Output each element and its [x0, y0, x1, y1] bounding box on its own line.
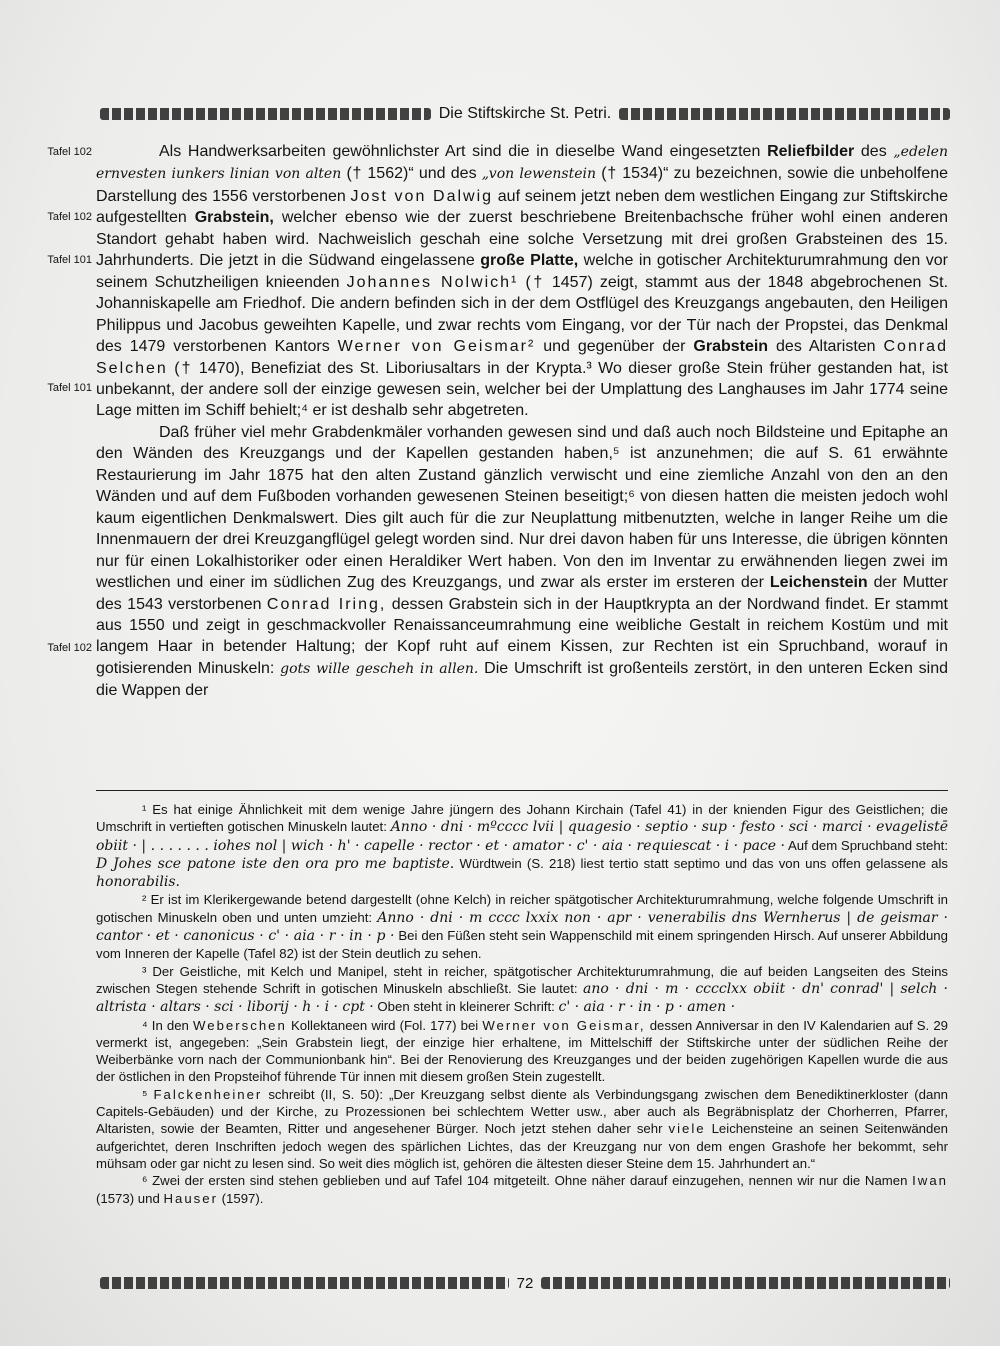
spaced-name: Werner von Geismar,: [482, 1017, 646, 1033]
header-ornament-right: [619, 108, 950, 120]
spaced-name: Falckenheiner: [153, 1086, 263, 1102]
blackletter-quote: Anno · dni · m cccc lxxix non · apr · venerabilis dns Wernherus | de geismar · cantor · et · canonicus · c' · aia · r · in · p ·: [96, 909, 949, 945]
paragraph-2: Daß früher viel mehr Grabdenkmäler vorhanden gewesen sind und daß auch noch Bildsteine und Epitaphe an den Wänden des Kreuzgangs und der Kapellen gestanden haben,⁵ ist anzunehmen; die auf S. 61 erwähnte Restaurierung im Jahr 1875 hat den alten Zustand gänzlich verwischt und eine ziemliche Anzahl von den an den Wänden und auf dem Fußboden vorhanden gewesenen Steinen beseitigt;⁶ von diesen hatten die meisten jedoch wohl kaum eigentlichen Denkmalswert. Dies gilt auch für die zur Neuplattung mitbenutzten, welche in langer Reihe um die Innenmauern der drei Kreuzgangflügel gelegt worden sind. Nur drei davon haben für uns Interesse, die übrigen könnten nur für einen Lokalhistoriker oder einen Heraldiker Wert haben. Von den im Inventar zu erwähnenden liegen zwei im westlichen und einer im südlichen Zug des Kreuzgangs, und zwar als erster im ersteren der Leichenstein der Mutter des 1543 verstorbenen Conrad Iring, dessen Grabstein sich in der Hauptkrypta an der Nordwand findet. Er stammt aus 1550 und zeigt in geschmackvoller Renaissanceumrahmung eine weibliche Gestalt in reichem Kostüm und mit langem Haar in betender Haltung; der Kopf ruht auf einem Kissen, zur Rechten ist ein Spruchband, worauf in gotisierenden Minuskeln: gots wille gescheh in allen. Die Umschrift ist großenteils zerstört, in den unteren Ecken sind die Wappen der: [96, 423, 949, 700]
blackletter-quote: c' · aia · r · in · p · amen ·: [558, 999, 736, 1016]
bold-term: große Platte,: [480, 252, 579, 270]
footnote-4: ⁴ In den Weberschen Kollektaneen wird (Fol. 177) bei Werner von Geismar, dessen Anniversar in den IV Kalendarien auf S. 29 vermerkt ist, angegeben: „Sein Grabstein liegt, der einzige hier erhaltene, im Mittelschiff der Stiftskirche unter der südlichen Reihe der Weiberbänke vorn nach der Communionbank hin“. Bei der Renovierung des Kreuzganges und der beiden zugehörigen Kapellen wurde die aus der östlichen in den Propsteihof führende Tür innen mit diesem großen Stein zugestellt.: [96, 1017, 949, 1085]
margin-note: Tafel 102: [47, 211, 92, 223]
bold-term: Grabstein: [693, 338, 769, 356]
margin-note: Tafel 101: [47, 382, 92, 394]
spaced-name: Johannes Nolwich¹: [346, 273, 519, 291]
main-text: [96, 141, 948, 702]
footnote-1: ¹ Es hat einige Ähnlichkeit mit dem wenige Jahre jüngern des Johann Kirchain (Tafel 41) in der knienden Figur des Geistlichen; die Umschrift in vertieften gotischen Minuskeln lautet: Anno · dni · mºcccc lvii | quagesio · septio · sup · festo · sci · marci · evagelistē obiit · | . . . . . . . iohes nol | wich · h' · capelle · rector · et · amator · c' · aia · requiescat · i · pace · Auf dem Spruchband steht: D Johes sce patone iste den ora pro me baptiste. Würdtwein (S. 218) liest tertio statt septimo und das von uns offen gelassene als honorabilis.: [96, 802, 948, 891]
blackletter-quote: Anno · dni · mºcccc lvii | quagesio · septio · sup · festo · sci · marci · evagelistē obiit · | . . . . . . . iohes nol | wich · h' · capelle · rector · et · amator · c' · aia · requiescat · i · pace ·: [96, 819, 948, 854]
spaced-name: Hauser: [163, 1190, 218, 1206]
paragraph-1: Als Handwerksarbeiten gewöhnlichster Art sind die in dieselbe Wand eingesetzten Reliefbilder des „edelen ernvesten iunkers linian von alten († 1562)“ und des „von lewenstein († 1534)“ zu bezeichnen, sowie die unbeholfene Darstellung des 1556 verstorbenen Jost von Dalwig auf seinem jetzt neben dem westlichen Eingang zur Stiftskirche aufgestellten Grabstein, welcher ebenso wie der zuerst beschriebene Breitenbachsche früher wohl einen anderen Standort gehabt haben wird. Nachweislich geschah eine solche Versetzung mit drei großen Grabsteinen des 15. Jahrhunderts. Die jetzt in die Südwand eingelassene große Platte, welche in gotischer Architekturumrahmung den vor seinem Schutzheiligen knieenden Johannes Nolwich¹ († 1457) zeigt, stammt aus der 1848 abgebrochenen St. Johanniskapelle am Friedhof. Die andern befinden sich in der dem Ostflügel des Kreuzgangs angebauten, den Heiligen Philippus und Jacobus geweihten Kapelle, und zwar rechts vom Eingang, vor der Tür nach der Propstei, das Denkmal des 1479 verstorbenen Kantors Werner von Geismar² und gegenüber der Grabstein des Altaristen Conrad Selchen († 1470), Benefiziat des St. Liboriusaltars in der Krypta.³ Wo dieser große Stein früher gestanden hat, ist unbekannt, der andere soll der einzige gewesen sein, welcher bei der Umplattung des Langhauses im Jahr 1774 seine Lage mitten im Schiff behielt;⁴ er ist deshalb sehr abgetreten.: [96, 143, 949, 420]
header-ornament-left: [100, 108, 431, 120]
running-header: [100, 101, 950, 127]
footnote-rule: [96, 790, 948, 791]
bold-term: Reliefbilder: [767, 143, 855, 160]
footnote-3: ³ Der Geistliche, mit Kelch und Manipel, steht in reicher, spätgotischer Architekturumrahmung, die auf beiden Langseiten des Steins zwischen Stegen stehende Schrift in gotischen Minuskeln abschließt. Sie lautet: ano · dni · m · cccclxx obiit · dn' conrad' | selch · altrista · altars · sci · liborij · h · i · cpt · Oben steht in kleinerer Schrift: c' · aia · r · in · p · amen ·: [96, 963, 948, 1016]
blackletter-quote: honorabilis.: [96, 874, 180, 891]
blackletter-quote: „edelen ernvesten iunkers linian von alten: [96, 144, 948, 183]
margin-note: Tafel 101: [47, 254, 92, 266]
spaced-name: Werner von Geismar²: [337, 338, 536, 356]
blackletter-quote: gots wille gescheh in allen.: [280, 660, 479, 677]
bold-term: Grabstein,: [194, 209, 274, 227]
blackletter-quote: D Johes sce patone iste den ora pro me baptiste.: [96, 855, 455, 872]
spaced-name: viele: [668, 1121, 706, 1137]
spaced-name: Jost von Dalwig: [350, 187, 494, 205]
blackletter-quote: „von lewenstein: [481, 166, 597, 183]
spaced-name: Conrad Selchen: [96, 338, 948, 377]
margin-note: Tafel 102: [47, 642, 92, 654]
blackletter-quote: ano · dni · m · cccclxx obiit · dn' conrad' | selch · altrista · altars · sci · liborij · h · i · cpt ·: [96, 980, 948, 1016]
page-footer: [100, 1272, 950, 1294]
footnote-5: ⁵ Falckenheiner schreibt (II, S. 50): „Der Kreuzgang selbst diente als Verbindungsgang zwischen dem Benediktinerkloster (dann Capitels-Gebäuden) und der Kirche, zu Prozessionen bei schlechtem Wetter usw., aber auch als Begräbnisplatz der Chorherren, Pfarrer, Altaristen, sowie der Beamten, Ritter und angesehener Bürger. Noch jetzt stehen daher sehr viele Leichensteine an seinen Seitenwänden aufgerichtet, deren Inschriften jedoch wegen des spärlichen Lichtes, das der Kreuzgang nur von dem engen Grashofe her bekommt, sehr mühsam oder gar nicht zu lesen sind. So weit dies möglich ist, gehören die ältesten dieser Steine dem 15. Jahrhundert an.“: [96, 1086, 949, 1171]
bold-term: Leichenstein: [769, 574, 868, 592]
footnote-6: ⁶ Zwei der ersten sind stehen geblieben und auf Tafel 104 mitgeteilt. Ohne näher darauf einzugehen, nennen wir nur die Namen Iwan (1573) und Hauser (1597).: [96, 1173, 948, 1206]
footnotes: [96, 801, 948, 1207]
footnote-2: ² Er ist im Klerikergewande betend dargestellt (ohne Kelch) in reicher spätgotischer Architekturumrahmung, welche folgende Umschrift in gotischen Minuskeln oben und unten umzieht: Anno · dni · m cccc lxxix non · apr · venerabilis dns Wernherus | de geismar · cantor · et · canonicus · c' · aia · r · in · p · Bei den Füßen steht sein Wappenschild mit einem springenden Hirsch. Auf unserer Abbildung vom Inneren der Kapelle (Tafel 82) ist der Stein deutlich zu sehen.: [96, 892, 949, 962]
footer-ornament-right: [541, 1277, 950, 1289]
footer-ornament-left: [100, 1277, 509, 1289]
spaced-name: Weberschen: [193, 1017, 287, 1033]
margin-note: Tafel 102: [47, 146, 92, 158]
spaced-name: Iwan: [912, 1173, 948, 1189]
spaced-name: Conrad Iring,: [266, 595, 387, 613]
page-number: 72: [516, 1274, 534, 1292]
running-title: Die Stiftskirche St. Petri.: [438, 105, 612, 122]
